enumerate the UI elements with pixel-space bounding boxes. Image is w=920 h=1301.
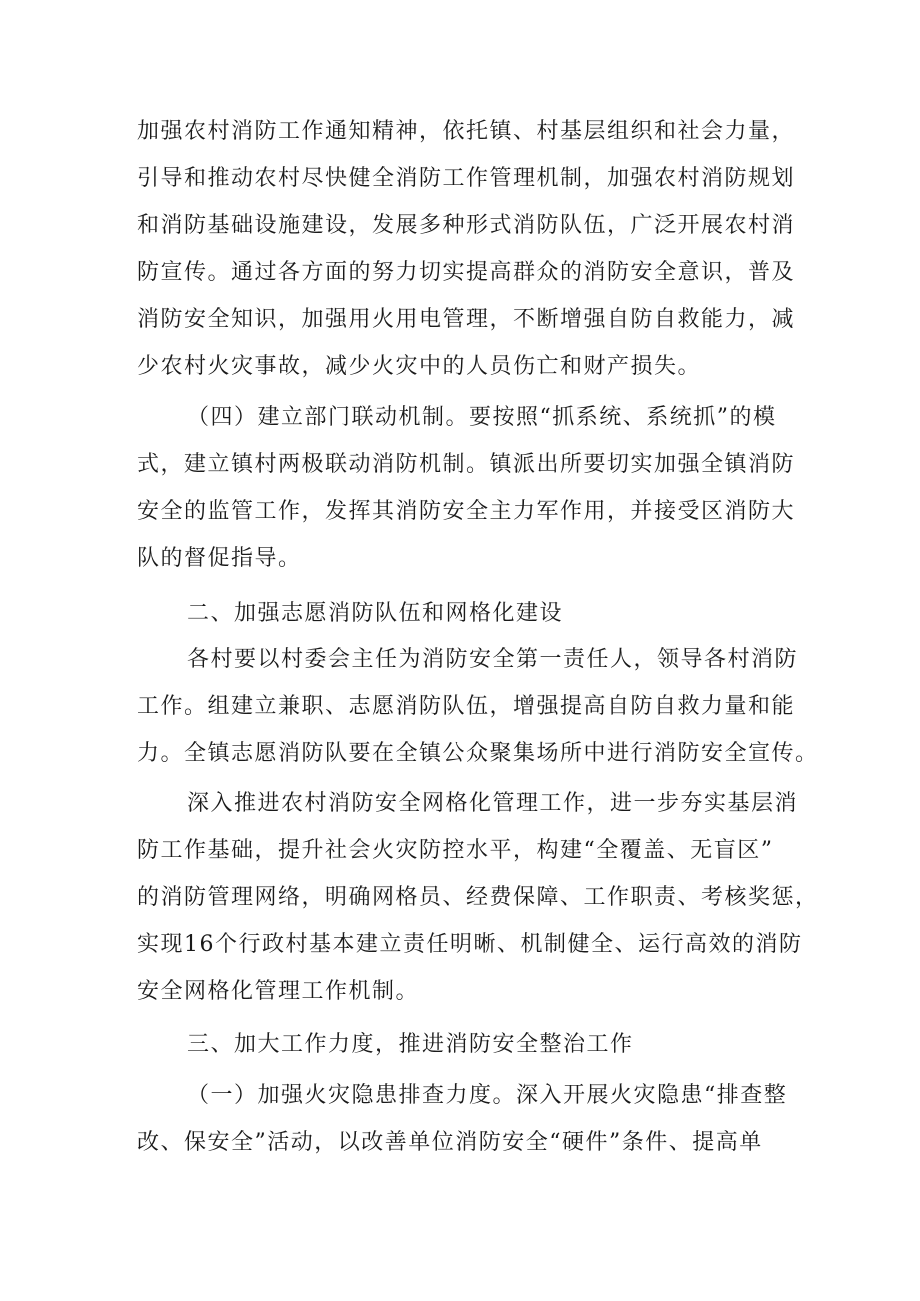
paragraph-line: 加强农村消防工作通知精神，依托镇、村基层组织和社会力量， — [137, 119, 796, 144]
paragraph-line: 的消防管理网络，明确网格员、经费保障、工作职责、考核奖惩， — [137, 885, 819, 910]
paragraph-line: 改、保安全”活动，以改善单位消防安全“硬件”条件、提高单 — [137, 1130, 763, 1155]
paragraph-line: 防宣传。通过各方面的努力切实提高群众的消防安全意识，普及 — [137, 260, 796, 285]
paragraph-line: 式，建立镇村两极联动消防机制。镇派出所要切实加强全镇消防 — [137, 452, 796, 477]
paragraph-line: 深入推进农村消防安全网格化管理工作，进一步夯实基层消 — [187, 791, 799, 816]
paragraph-line: 各村要以村委会主任为消防安全第一责任人，领导各村消防 — [187, 647, 799, 672]
paragraph-line: 引导和推动农村尽快健全消防工作管理机制，加强农村消防规划 — [137, 166, 796, 191]
paragraph-line: 工作。组建立兼职、志愿消防队伍，增强提高自防自救力量和能 — [137, 694, 796, 719]
paragraph-line: 安全的监管工作，发挥其消防安全主力军作用，并接受区消防大 — [137, 499, 796, 524]
paragraph-line: 和消防基础设施建设，发展多种形式消防队伍，广泛开展农村消 — [137, 213, 796, 238]
paragraph-line: 队的督促指导。 — [137, 546, 302, 571]
section-heading: 二、加强志愿消防队伍和网格化建设 — [187, 601, 564, 626]
paragraph-line: 力。全镇志愿消防队要在全镇公众聚集场所中进行消防安全宣传。 — [137, 741, 819, 766]
paragraph-line: 消防安全知识，加强用火用电管理，不断增强自防自救能力，减 — [137, 307, 796, 332]
paragraph-line: 少农村火灾事故，减少火灾中的人员伤亡和财产损失。 — [137, 354, 702, 379]
paragraph-line: 实现16个行政村基本建立责任明晰、机制健全、运行高效的消防 — [137, 932, 803, 957]
section-heading: 三、加大工作力度，推进消防安全整治工作 — [187, 1032, 634, 1057]
paragraph-line: 安全网格化管理工作机制。 — [137, 979, 420, 1004]
paragraph-line: 防工作基础，提升社会火灾防控水平，构建“全覆盖、无盲区” — [137, 838, 774, 863]
subsection-heading-line: （一）加强火灾隐患排查力度。深入开展火灾隐患“排查整 — [187, 1083, 788, 1108]
subsection-heading-line: （四）建立部门联动机制。要按照“抓系统、系统抓”的模 — [187, 405, 777, 430]
